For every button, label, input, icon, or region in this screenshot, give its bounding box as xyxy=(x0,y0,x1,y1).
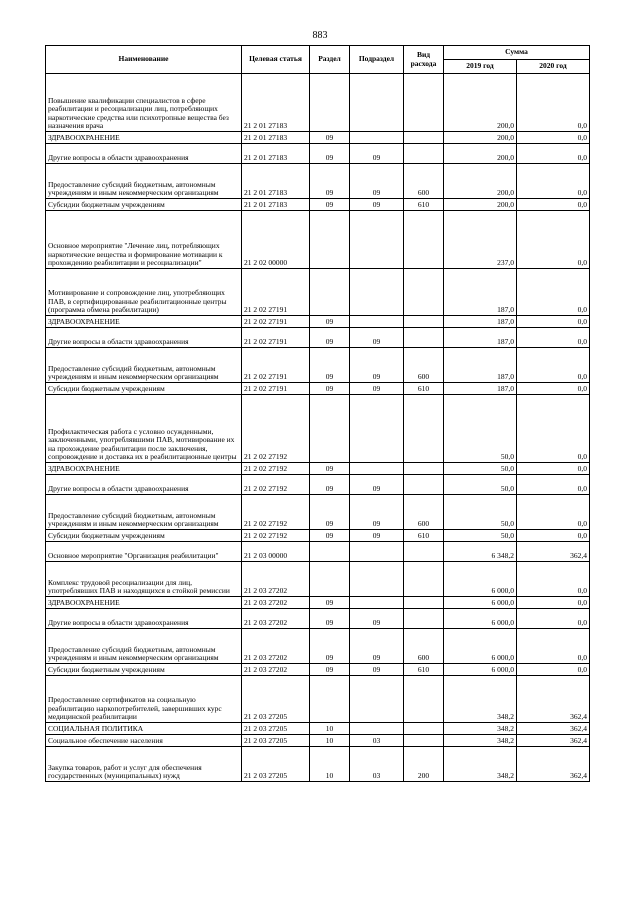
cell-target-article: 21 2 03 00000 xyxy=(242,542,310,562)
cell-subsection: 09 xyxy=(350,164,404,199)
cell-sum-2020: 0,0 xyxy=(517,348,590,383)
cell-sum-2019: 348,2 xyxy=(444,676,517,723)
table-row xyxy=(46,383,590,395)
cell-name: Предоставление сертификатов на социальную реабилитацию наркопотребителей, завершивших курс медицинской реабилитации xyxy=(46,676,242,723)
cell-sum-2019: 187,0 xyxy=(444,348,517,383)
cell-sum-2019: 187,0 xyxy=(444,269,517,316)
cell-target-article: 21 2 02 27191 xyxy=(242,328,310,348)
table-row xyxy=(46,747,590,782)
table-row xyxy=(46,199,590,211)
cell-sum-2020: 362,4 xyxy=(517,723,590,735)
cell-sum-2020: 0,0 xyxy=(517,269,590,316)
cell-sum-2020: 0,0 xyxy=(517,609,590,629)
table-row xyxy=(46,597,590,609)
cell-name: Другие вопросы в области здравоохранения xyxy=(46,328,242,348)
cell-sum-2020: 0,0 xyxy=(517,597,590,609)
cell-sum-2019: 50,0 xyxy=(444,475,517,495)
cell-section: 09 xyxy=(310,609,350,629)
cell-name: Другие вопросы в области здравоохранения xyxy=(46,144,242,164)
cell-target-article: 21 2 02 27192 xyxy=(242,530,310,542)
cell-name: Комплекс трудовой ресоциализации для лиц, употреблявших ПАВ и находящихся в стойкой ремиссии xyxy=(46,562,242,597)
cell-target-article: 21 2 03 27202 xyxy=(242,629,310,664)
cell-sum-2019: 200,0 xyxy=(444,199,517,211)
cell-subsection: 09 xyxy=(350,328,404,348)
cell-target-article: 21 2 02 27192 xyxy=(242,395,310,463)
cell-section xyxy=(310,74,350,132)
cell-target-article: 21 2 02 27192 xyxy=(242,475,310,495)
cell-sum-2019: 187,0 xyxy=(444,316,517,328)
cell-sum-2020: 0,0 xyxy=(517,664,590,676)
cell-expense-type xyxy=(404,132,444,144)
cell-section xyxy=(310,542,350,562)
cell-section: 09 xyxy=(310,463,350,475)
cell-subsection: 09 xyxy=(350,199,404,211)
cell-sum-2020: 0,0 xyxy=(517,74,590,132)
cell-subsection xyxy=(350,597,404,609)
cell-section xyxy=(310,395,350,463)
cell-sum-2020: 362,4 xyxy=(517,735,590,747)
cell-name: Повышение квалификации специалистов в сфере реабилитации и ресоциализации лиц, потребляющих наркотические средства или психотропные вещества без назначения врача xyxy=(46,74,242,132)
cell-section: 10 xyxy=(310,747,350,782)
cell-sum-2019: 6 000,0 xyxy=(444,629,517,664)
cell-target-article: 21 2 03 27205 xyxy=(242,676,310,723)
cell-sum-2020: 362,4 xyxy=(517,542,590,562)
cell-subsection: 09 xyxy=(350,664,404,676)
cell-sum-2019: 348,2 xyxy=(444,747,517,782)
header-name: Наименование xyxy=(46,46,242,74)
cell-target-article: 21 2 03 27205 xyxy=(242,723,310,735)
cell-subsection xyxy=(350,74,404,132)
cell-expense-type xyxy=(404,395,444,463)
cell-sum-2019: 348,2 xyxy=(444,723,517,735)
cell-expense-type xyxy=(404,475,444,495)
cell-name: Другие вопросы в области здравоохранения xyxy=(46,609,242,629)
cell-name: Закупка товаров, работ и услуг для обеспечения государственных (муниципальных) нужд xyxy=(46,747,242,782)
cell-target-article: 21 2 03 27202 xyxy=(242,562,310,597)
cell-sum-2019: 6 348,2 xyxy=(444,542,517,562)
table-row xyxy=(46,562,590,597)
table-row xyxy=(46,475,590,495)
cell-target-article: 21 2 02 27192 xyxy=(242,463,310,475)
cell-section: 09 xyxy=(310,495,350,530)
cell-sum-2020: 0,0 xyxy=(517,328,590,348)
cell-subsection: 03 xyxy=(350,747,404,782)
cell-sum-2020: 0,0 xyxy=(517,475,590,495)
cell-name: СОЦИАЛЬНАЯ ПОЛИТИКА xyxy=(46,723,242,735)
page-number: 883 xyxy=(312,30,328,41)
cell-subsection xyxy=(350,316,404,328)
budget-table xyxy=(45,45,590,782)
cell-subsection: 09 xyxy=(350,609,404,629)
cell-expense-type: 610 xyxy=(404,530,444,542)
cell-sum-2020: 0,0 xyxy=(517,562,590,597)
cell-sum-2019: 50,0 xyxy=(444,463,517,475)
cell-target-article: 21 2 03 27205 xyxy=(242,747,310,782)
cell-section: 09 xyxy=(310,475,350,495)
cell-subsection: 09 xyxy=(350,629,404,664)
cell-name: Предоставление субсидий бюджетным, автономным учреждениям и иным некоммерческим организациям xyxy=(46,164,242,199)
cell-expense-type xyxy=(404,269,444,316)
header-sum: Сумма xyxy=(444,46,590,60)
table-row xyxy=(46,211,590,269)
cell-sum-2020: 0,0 xyxy=(517,495,590,530)
cell-sum-2020: 0,0 xyxy=(517,316,590,328)
cell-sum-2019: 50,0 xyxy=(444,395,517,463)
cell-name: Субсидии бюджетным учреждениям xyxy=(46,530,242,542)
cell-name: Мотивирование и сопровождение лиц, употребляющих ПАВ, в сертифицированные реабилитационные центры (программа обмена реабилитации) xyxy=(46,269,242,316)
cell-expense-type xyxy=(404,74,444,132)
table-body xyxy=(46,74,590,782)
cell-section xyxy=(310,269,350,316)
cell-subsection: 09 xyxy=(350,383,404,395)
cell-target-article: 21 2 02 27191 xyxy=(242,269,310,316)
cell-name: ЗДРАВООХРАНЕНИЕ xyxy=(46,597,242,609)
table-row xyxy=(46,723,590,735)
cell-name: Профилактическая работа с условно осужденными, заключенными, употреблявшими ПАВ, мотивирование их на прохождение реабилитации после заключения, сопровождение и доставка их в реабилитационные центры xyxy=(46,395,242,463)
cell-sum-2020: 0,0 xyxy=(517,211,590,269)
cell-section: 09 xyxy=(310,597,350,609)
cell-subsection xyxy=(350,723,404,735)
cell-sum-2019: 200,0 xyxy=(444,144,517,164)
cell-name: Предоставление субсидий бюджетным, автономным учреждениям и иным некоммерческим организациям xyxy=(46,495,242,530)
cell-subsection xyxy=(350,132,404,144)
cell-sum-2020: 0,0 xyxy=(517,383,590,395)
cell-section: 09 xyxy=(310,328,350,348)
cell-subsection xyxy=(350,562,404,597)
cell-target-article: 21 2 01 27183 xyxy=(242,74,310,132)
cell-name: Социальное обеспечение населения xyxy=(46,735,242,747)
table-row xyxy=(46,348,590,383)
cell-target-article: 21 2 03 27202 xyxy=(242,664,310,676)
cell-subsection xyxy=(350,269,404,316)
cell-target-article: 21 2 02 00000 xyxy=(242,211,310,269)
cell-section: 10 xyxy=(310,723,350,735)
cell-sum-2020: 0,0 xyxy=(517,629,590,664)
cell-subsection: 09 xyxy=(350,144,404,164)
cell-subsection xyxy=(350,542,404,562)
cell-expense-type xyxy=(404,609,444,629)
cell-expense-type: 600 xyxy=(404,629,444,664)
cell-name: Основное мероприятие "Лечение лиц, потребляющих наркотические вещества и формирование мотивации к прохождению реабилитации и ресоциализации" xyxy=(46,211,242,269)
cell-name: Субсидии бюджетным учреждениям xyxy=(46,664,242,676)
cell-sum-2020: 362,4 xyxy=(517,676,590,723)
table-row xyxy=(46,463,590,475)
cell-expense-type: 610 xyxy=(404,664,444,676)
cell-section xyxy=(310,562,350,597)
cell-expense-type xyxy=(404,328,444,348)
cell-sum-2019: 348,2 xyxy=(444,735,517,747)
cell-expense-type xyxy=(404,735,444,747)
cell-name: Предоставление субсидий бюджетным, автономным учреждениям и иным некоммерческим организациям xyxy=(46,348,242,383)
table-row xyxy=(46,316,590,328)
cell-expense-type xyxy=(404,597,444,609)
cell-name: ЗДРАВООХРАНЕНИЕ xyxy=(46,463,242,475)
cell-sum-2019: 6 000,0 xyxy=(444,597,517,609)
table-row xyxy=(46,269,590,316)
cell-sum-2019: 237,0 xyxy=(444,211,517,269)
cell-section: 09 xyxy=(310,530,350,542)
cell-section: 10 xyxy=(310,735,350,747)
cell-name: ЗДРАВООХРАНЕНИЕ xyxy=(46,316,242,328)
cell-expense-type: 610 xyxy=(404,383,444,395)
cell-sum-2019: 187,0 xyxy=(444,328,517,348)
cell-subsection: 09 xyxy=(350,530,404,542)
cell-target-article: 21 2 03 27205 xyxy=(242,735,310,747)
cell-sum-2020: 0,0 xyxy=(517,199,590,211)
table-row xyxy=(46,74,590,132)
cell-expense-type: 200 xyxy=(404,747,444,782)
header-section: Раздел xyxy=(310,46,350,74)
table-row xyxy=(46,530,590,542)
cell-sum-2020: 0,0 xyxy=(517,164,590,199)
cell-section: 09 xyxy=(310,199,350,211)
header-target-article: Целевая статья xyxy=(242,46,310,74)
cell-target-article: 21 2 02 27191 xyxy=(242,348,310,383)
cell-section: 09 xyxy=(310,144,350,164)
cell-subsection xyxy=(350,211,404,269)
cell-expense-type xyxy=(404,463,444,475)
cell-section: 09 xyxy=(310,629,350,664)
cell-target-article: 21 2 02 27192 xyxy=(242,495,310,530)
cell-section xyxy=(310,211,350,269)
cell-target-article: 21 2 02 27191 xyxy=(242,316,310,328)
cell-subsection: 09 xyxy=(350,495,404,530)
cell-expense-type xyxy=(404,542,444,562)
cell-name: ЗДРАВООХРАНЕНИЕ xyxy=(46,132,242,144)
cell-sum-2020: 0,0 xyxy=(517,395,590,463)
table-row xyxy=(46,664,590,676)
header-expense-type: Вид расхода xyxy=(404,46,444,74)
table-row xyxy=(46,144,590,164)
cell-subsection: 09 xyxy=(350,348,404,383)
table-row xyxy=(46,609,590,629)
table-row xyxy=(46,676,590,723)
cell-expense-type xyxy=(404,562,444,597)
cell-section: 09 xyxy=(310,316,350,328)
cell-subsection xyxy=(350,463,404,475)
cell-expense-type: 610 xyxy=(404,199,444,211)
cell-section: 09 xyxy=(310,348,350,383)
table-row xyxy=(46,735,590,747)
cell-expense-type xyxy=(404,316,444,328)
cell-target-article: 21 2 01 27183 xyxy=(242,199,310,211)
table-row xyxy=(46,542,590,562)
cell-section: 09 xyxy=(310,132,350,144)
cell-expense-type xyxy=(404,144,444,164)
cell-expense-type xyxy=(404,211,444,269)
cell-name: Субсидии бюджетным учреждениям xyxy=(46,383,242,395)
cell-sum-2020: 0,0 xyxy=(517,463,590,475)
cell-target-article: 21 2 03 27202 xyxy=(242,597,310,609)
cell-sum-2019: 200,0 xyxy=(444,164,517,199)
cell-name: Предоставление субсидий бюджетным, автономным учреждениям и иным некоммерческим организациям xyxy=(46,629,242,664)
table-row xyxy=(46,164,590,199)
cell-expense-type: 600 xyxy=(404,348,444,383)
cell-target-article: 21 2 01 27183 xyxy=(242,132,310,144)
table-row xyxy=(46,132,590,144)
cell-sum-2019: 200,0 xyxy=(444,132,517,144)
table-row xyxy=(46,495,590,530)
cell-name: Основное мероприятие "Организация реабилитации" xyxy=(46,542,242,562)
cell-subsection: 09 xyxy=(350,475,404,495)
cell-target-article: 21 2 02 27191 xyxy=(242,383,310,395)
cell-target-article: 21 2 01 27183 xyxy=(242,144,310,164)
cell-section: 09 xyxy=(310,164,350,199)
cell-sum-2020: 0,0 xyxy=(517,530,590,542)
table-row xyxy=(46,395,590,463)
cell-name: Субсидии бюджетным учреждениям xyxy=(46,199,242,211)
cell-expense-type: 600 xyxy=(404,164,444,199)
cell-sum-2020: 0,0 xyxy=(517,144,590,164)
cell-sum-2019: 50,0 xyxy=(444,495,517,530)
cell-sum-2019: 6 000,0 xyxy=(444,562,517,597)
table-row xyxy=(46,629,590,664)
cell-sum-2019: 200,0 xyxy=(444,74,517,132)
cell-sum-2019: 6 000,0 xyxy=(444,664,517,676)
cell-subsection xyxy=(350,676,404,723)
cell-sum-2020: 362,4 xyxy=(517,747,590,782)
cell-sum-2019: 187,0 xyxy=(444,383,517,395)
table-row xyxy=(46,328,590,348)
header-year-2020: 2020 год xyxy=(517,60,590,74)
cell-section: 09 xyxy=(310,383,350,395)
cell-target-article: 21 2 03 27202 xyxy=(242,609,310,629)
cell-sum-2019: 6 000,0 xyxy=(444,609,517,629)
cell-expense-type xyxy=(404,723,444,735)
cell-subsection xyxy=(350,395,404,463)
cell-target-article: 21 2 01 27183 xyxy=(242,164,310,199)
header-year-2019: 2019 год xyxy=(444,60,517,74)
cell-name: Другие вопросы в области здравоохранения xyxy=(46,475,242,495)
header-subsection: Подраздел xyxy=(350,46,404,74)
cell-expense-type: 600 xyxy=(404,495,444,530)
cell-expense-type xyxy=(404,676,444,723)
cell-section: 09 xyxy=(310,664,350,676)
cell-subsection: 03 xyxy=(350,735,404,747)
cell-sum-2020: 0,0 xyxy=(517,132,590,144)
cell-sum-2019: 50,0 xyxy=(444,530,517,542)
cell-section xyxy=(310,676,350,723)
